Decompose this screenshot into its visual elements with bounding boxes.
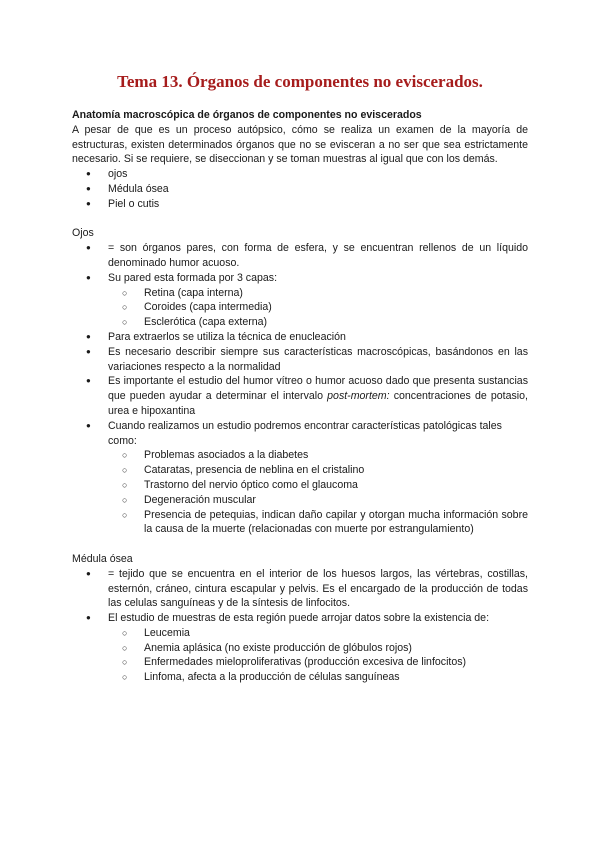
list-item	[72, 374, 528, 418]
sub-list-item: ○ Presencia de petequias, indican daño capilar y otorgan mucha información sobre la causa de la muerte (relacionadas con muerte por estrangulamiento)	[72, 508, 528, 538]
sub-list-item: ○ Degeneración muscular	[72, 493, 528, 508]
list-item-text: Su pared esta formada por 3 capas:	[108, 271, 278, 284]
list-item	[72, 611, 528, 685]
section-heading-anatomia: Anatomía macroscópica de órganos de componentes no eviscerados	[72, 109, 422, 121]
document-body	[72, 108, 528, 685]
sub-list-item: ○ Esclerótica (capa externa)	[72, 315, 528, 330]
page-title: Tema 13. Órganos de componentes no eviscerados.	[117, 72, 483, 91]
ojos-list	[72, 241, 528, 537]
list-item: ● = son órganos pares, con forma de esfera, y se encuentran rellenos de un líquido denominado humor acuoso.	[72, 241, 528, 271]
sub-list-item: ○ Coroides (capa intermedia)	[72, 300, 528, 315]
list-item	[72, 419, 528, 537]
section-heading-ojos: Ojos	[72, 227, 94, 240]
sub-list-item: ○ Retina (capa interna)	[72, 286, 528, 301]
sub-list-item: ○ Anemia aplásica (no existe producción de glóbulos rojos)	[72, 641, 528, 656]
sub-list-item: ○ Linfoma, afecta a la producción de células sanguíneas	[72, 670, 528, 685]
medula-list	[72, 567, 528, 685]
section-heading-medula: Médula ósea	[72, 552, 133, 565]
list-item: ● Médula ósea	[72, 182, 528, 197]
emphasis-text: post-mortem:	[327, 390, 390, 403]
list-item: ● Es necesario describir siempre sus características macroscópicas, basándonos en las variaciones respecto a la normalidad	[72, 345, 528, 375]
patologias-list	[72, 448, 528, 537]
sub-list-item: ○ Leucemia	[72, 626, 528, 641]
enfermedades-list	[72, 626, 528, 685]
list-item: ● Piel o cutis	[72, 197, 528, 212]
sub-list-item: ○ Problemas asociados a la diabetes	[72, 448, 528, 463]
list-item: ● Para extraerlos se utiliza la técnica de enucleación	[72, 330, 528, 345]
list-item-text: Es importante el estudio del humor vítreo o humor acuoso dado que presenta sustancias que pueden ayudar a determinar el intervalo	[108, 375, 528, 403]
list-item-text: Cuando realizamos un estudio podremos encontrar características patológicas tales como:	[108, 419, 502, 447]
capas-list	[72, 286, 528, 330]
sub-list-item: ○ Trastorno del nervio óptico como el glaucoma	[72, 478, 528, 493]
list-item-text: concentraciones de potasio, urea e hipoxantina	[108, 390, 528, 417]
intro-paragraph: A pesar de que es un proceso autópsico, cómo se realiza un examen de la mayoría de estructuras, existen determinados órganos que no se evisceran a no ser que sea estrictamente necesario. Si se requiere, se diseccionan y se toman muestras al igual que con los demás.	[72, 123, 528, 166]
sub-list-item: ○ Enfermedades mieloproliferativas (producción excesiva de linfocitos)	[72, 655, 528, 670]
organ-list	[72, 167, 528, 211]
list-item: ● ojos	[72, 167, 528, 182]
list-item: ● = tejido que se encuentra en el interior de los huesos largos, las vértebras, costillas, esternón, cráneo, cintura escapular y pelvis. Es el encargado de la producción de todas las celulas sanguíneas y de la síntesis de linfocitos.	[72, 567, 528, 611]
sub-list-item: ○ Cataratas, presencia de neblina en el cristalino	[72, 463, 528, 478]
list-item	[72, 271, 528, 330]
list-item-text: El estudio de muestras de esta región puede arrojar datos sobre la existencia de:	[108, 612, 490, 625]
